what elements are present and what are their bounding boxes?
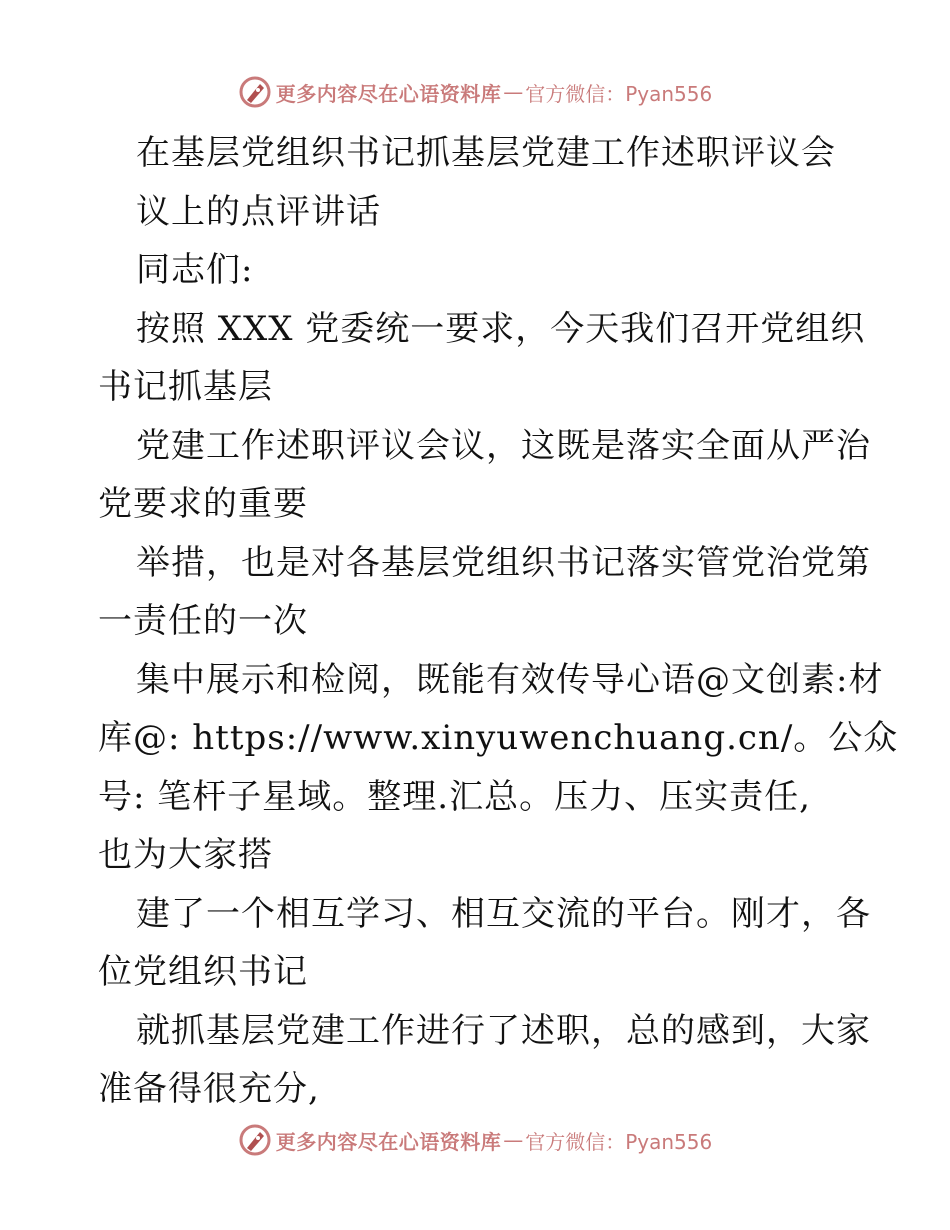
title-line-1: 在基层党组织书记抓基层党建工作述职评议会 bbox=[136, 133, 836, 173]
paragraph-line: 号: 笔杆子星域。整理.汇总。压力、压实责任, bbox=[98, 776, 811, 817]
paragraph-line: 也为大家搭 bbox=[98, 835, 273, 875]
banner-wechat-id: 官方微信：Pyan556 bbox=[525, 1129, 713, 1154]
banner-wechat-id: 官方微信：Pyan556 bbox=[525, 81, 713, 106]
banner-title: 更多内容尽在心语资料库 bbox=[275, 1129, 502, 1154]
paragraph-line: 党要求的重要 bbox=[98, 484, 308, 524]
document-body bbox=[98, 124, 899, 1119]
paragraph-line: 举措，也是对各基层党组织书记落实管党治党第 bbox=[136, 542, 871, 583]
footer-banner bbox=[0, 1120, 950, 1160]
paragraph-line: 建了一个相互学习、相互交流的平台。刚才，各 bbox=[136, 893, 871, 934]
title-line-2: 议上的点评讲话 bbox=[136, 191, 381, 232]
banner-separator: — bbox=[503, 80, 524, 104]
banner-title: 更多内容尽在心语资料库 bbox=[275, 81, 502, 106]
pen-nib-logo-icon bbox=[238, 1123, 272, 1157]
paragraph-line-url: 库@: https://www.xinyuwenchuang.cn/。公众 bbox=[98, 718, 899, 758]
paragraph-line: 一责任的一次 bbox=[98, 601, 308, 641]
paragraph-line: 书记抓基层 bbox=[98, 367, 273, 407]
paragraph-line: 按照 XXX 党委统一要求，今天我们召开党组织 bbox=[136, 308, 866, 349]
paragraph-line: 位党组织书记 bbox=[98, 952, 308, 992]
banner-separator: — bbox=[503, 1128, 524, 1152]
paragraph-line: 党建工作述职评议会议，这既是落实全面从严治 bbox=[136, 425, 871, 466]
paragraph-line: 集中展示和检阅，既能有效传导心语@文创素:材 bbox=[136, 659, 884, 700]
header-banner bbox=[0, 72, 950, 112]
salutation: 同志们: bbox=[136, 250, 254, 290]
paragraph-line: 就抓基层党建工作进行了述职，总的感到，大家 bbox=[136, 1010, 871, 1051]
paragraph-line: 准备得很充分, bbox=[98, 1069, 320, 1109]
pen-nib-logo-icon bbox=[238, 75, 272, 109]
